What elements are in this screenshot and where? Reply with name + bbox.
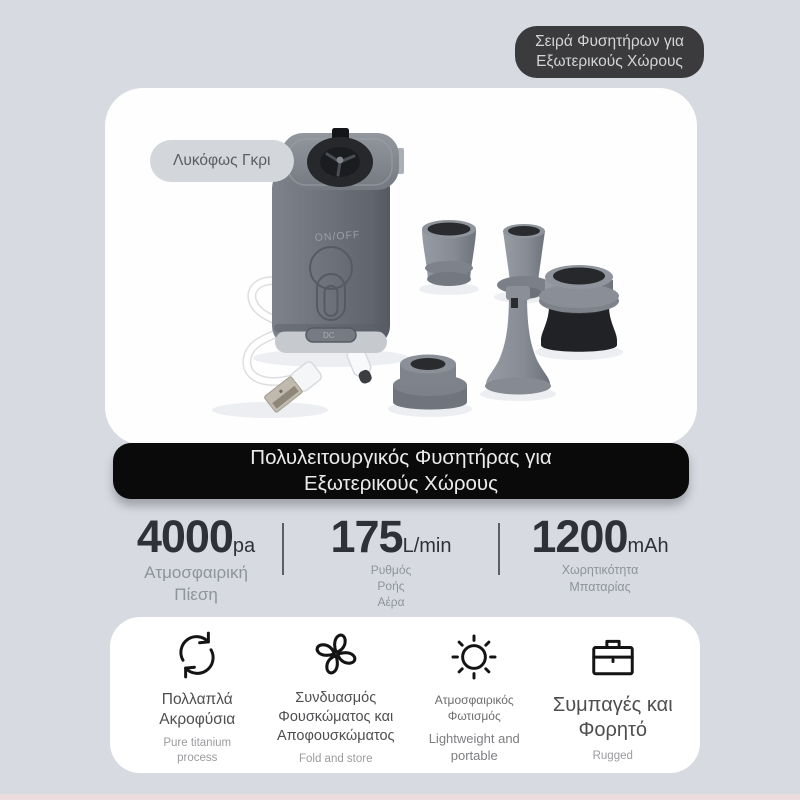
- spec-battery-label: Χωρητικότητα Μπαταρίας: [561, 563, 639, 594]
- nozzle-cup: [422, 220, 476, 286]
- color-variant-label: Λυκόφως Γκρι: [150, 140, 294, 182]
- spec-battery-unit: mAh: [627, 535, 669, 557]
- feature-subtitle: Lightweight and portable: [428, 731, 520, 763]
- series-badge-line2: Εξωτερικούς Χώρους: [536, 53, 683, 71]
- feature-title: Ατμοσφαιρικός Φωτισμός: [434, 693, 514, 723]
- series-badge-line1: Σειρά Φυσητήρων για: [535, 33, 684, 50]
- refresh-icon: [169, 624, 225, 686]
- bottom-accent-strip: [0, 794, 800, 800]
- fan-intake: [307, 137, 373, 187]
- spec-pressure-label: Ατμοσφαιρική Πίεση: [144, 563, 248, 604]
- spec-flow-value: 175: [330, 511, 403, 562]
- title-line2: Εξωτερικούς Χώρους: [303, 472, 499, 495]
- title-line1: Πολυλειτουργικός Φυσητήρας για: [250, 446, 552, 469]
- feature-subtitle: Pure titanium process: [163, 737, 232, 764]
- product-photo-card: [105, 88, 697, 445]
- nozzle-ring: [393, 355, 467, 410]
- feature-multiple-nozzles: [128, 624, 267, 766]
- feature-subtitle: Rugged: [592, 749, 633, 762]
- fan-icon: [307, 623, 365, 685]
- nozzle-black-adapter: [539, 265, 619, 352]
- feature-subtitle: Fold and store: [298, 753, 373, 765]
- series-badge: [515, 26, 704, 78]
- specs-row: [110, 511, 700, 609]
- spec-pressure: [110, 511, 282, 606]
- feature-title: Συμπαγές και Φορητό: [552, 693, 673, 741]
- product-title-banner: [113, 443, 689, 499]
- spec-battery: [500, 511, 700, 596]
- dc-label: DC: [323, 331, 335, 340]
- sun-icon: [446, 626, 502, 688]
- spec-battery-value: 1200: [531, 511, 628, 562]
- feature-inflate-deflate: [267, 623, 406, 767]
- onoff-label: ON/OFF: [314, 228, 361, 244]
- spec-pressure-unit: pa: [232, 535, 256, 557]
- dc-port-button: [306, 328, 356, 342]
- feature-title: Συνδυασμός Φουσκώματος και Αποφουσκώματος: [276, 690, 395, 744]
- briefcase-icon: [585, 627, 641, 689]
- spec-flow-label: Ρυθμός Ροής Αέρα: [370, 563, 412, 609]
- feature-title: Πολλαπλά Ακροφύσια: [159, 691, 236, 728]
- spec-flow-rate: [284, 511, 498, 610]
- features-card: [110, 617, 700, 773]
- spec-flow-unit: L/min: [402, 535, 452, 557]
- spec-pressure-value: 4000: [136, 511, 233, 562]
- feature-compact-portable: [544, 627, 683, 764]
- feature-ambient-light: [405, 626, 544, 764]
